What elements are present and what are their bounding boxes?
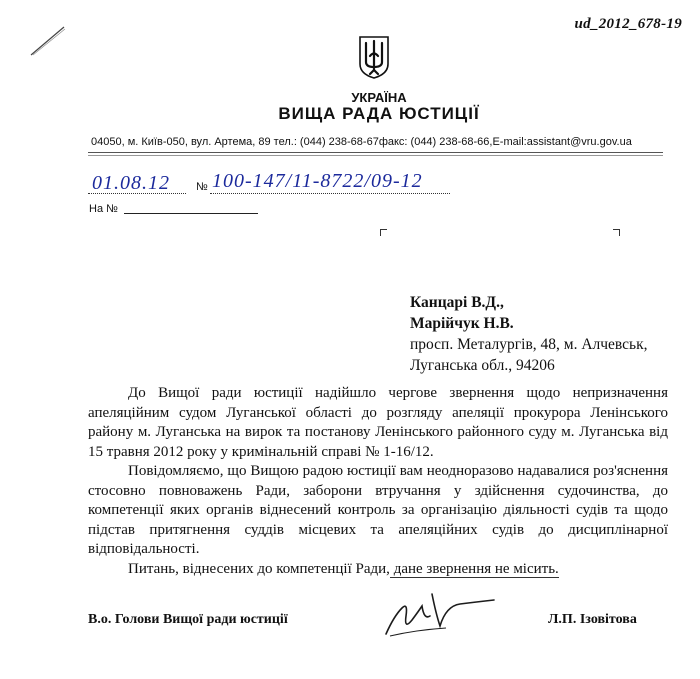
body-paragraph-3 bbox=[88, 560, 668, 580]
outgoing-date: 01.08.12 bbox=[92, 172, 170, 194]
header-rule bbox=[88, 152, 663, 153]
trident-emblem-icon bbox=[356, 34, 392, 80]
outgoing-number: 100-147/11-8722/09-12 bbox=[212, 170, 423, 192]
reference-label: На № bbox=[89, 203, 118, 215]
organization-name: ВИЩА РАДА ЮСТИЦІЇ bbox=[278, 104, 480, 123]
body-paragraph-3-underlined: дане звернення не місить. bbox=[389, 560, 559, 577]
document-id: ud_2012_678-19 bbox=[574, 16, 682, 32]
recipient-address-1: просп. Металургів, 48, м. Алчевськ, bbox=[410, 336, 648, 353]
country-name: УКРАЇНА bbox=[351, 90, 407, 105]
recipient-address-2: Луганська обл., 94206 bbox=[410, 357, 555, 374]
body-paragraph-1: До Вищої ради юстиції надійшло чергове звернення щодо непризначення апеляційним судом Луганської області до розгляду апеляції прокурора Ленінського району м. Луганська на вирок та постанову Ленінського районного суду м. Луганська від 15 травня 2012 року у кримінальній справі № 1-16/12. bbox=[88, 385, 668, 460]
pen-stroke-mark bbox=[28, 24, 68, 58]
body-paragraph-2: Повідомляємо, що Вищою радою юстиції вам неодноразово надавалися роз'яснення стосовно повноважень Ради, заборони втручання у здійснення судочинства, до компетенції яких органів віднесений контроль за організацію діяльності судів та щодо підстав притягнення суддів місцевих та апеляційних судів до дисциплінарної відповідальності. bbox=[88, 463, 668, 557]
handwritten-signature bbox=[376, 586, 506, 642]
address-corner-mark-left bbox=[380, 229, 387, 236]
body-paragraph-3-start: Питань, віднесених до компетенції Ради, bbox=[128, 560, 390, 577]
recipient-name-1: Канцарі В.Д., bbox=[410, 294, 504, 311]
recipient-block bbox=[410, 292, 648, 376]
signatory-name: Л.П. Ізовітова bbox=[548, 612, 637, 627]
date-dotted-line bbox=[88, 193, 186, 194]
letter-body bbox=[88, 384, 668, 579]
header-rule-thin bbox=[88, 155, 663, 156]
recipient-name-2: Марійчук Н.В. bbox=[410, 315, 514, 332]
number-label: № bbox=[196, 181, 208, 193]
signatory-position: В.о. Голови Вищої ради юстиції bbox=[88, 612, 288, 627]
number-dotted-line bbox=[210, 193, 450, 194]
contact-info: 04050, м. Київ-050, вул. Артема, 89 тел.: (044) 238-68-67факс: (044) 238-68-66,E-mail:assistant@vru.gov.ua bbox=[91, 136, 632, 148]
address-corner-mark-right bbox=[613, 229, 620, 236]
reference-blank-line bbox=[124, 213, 258, 214]
